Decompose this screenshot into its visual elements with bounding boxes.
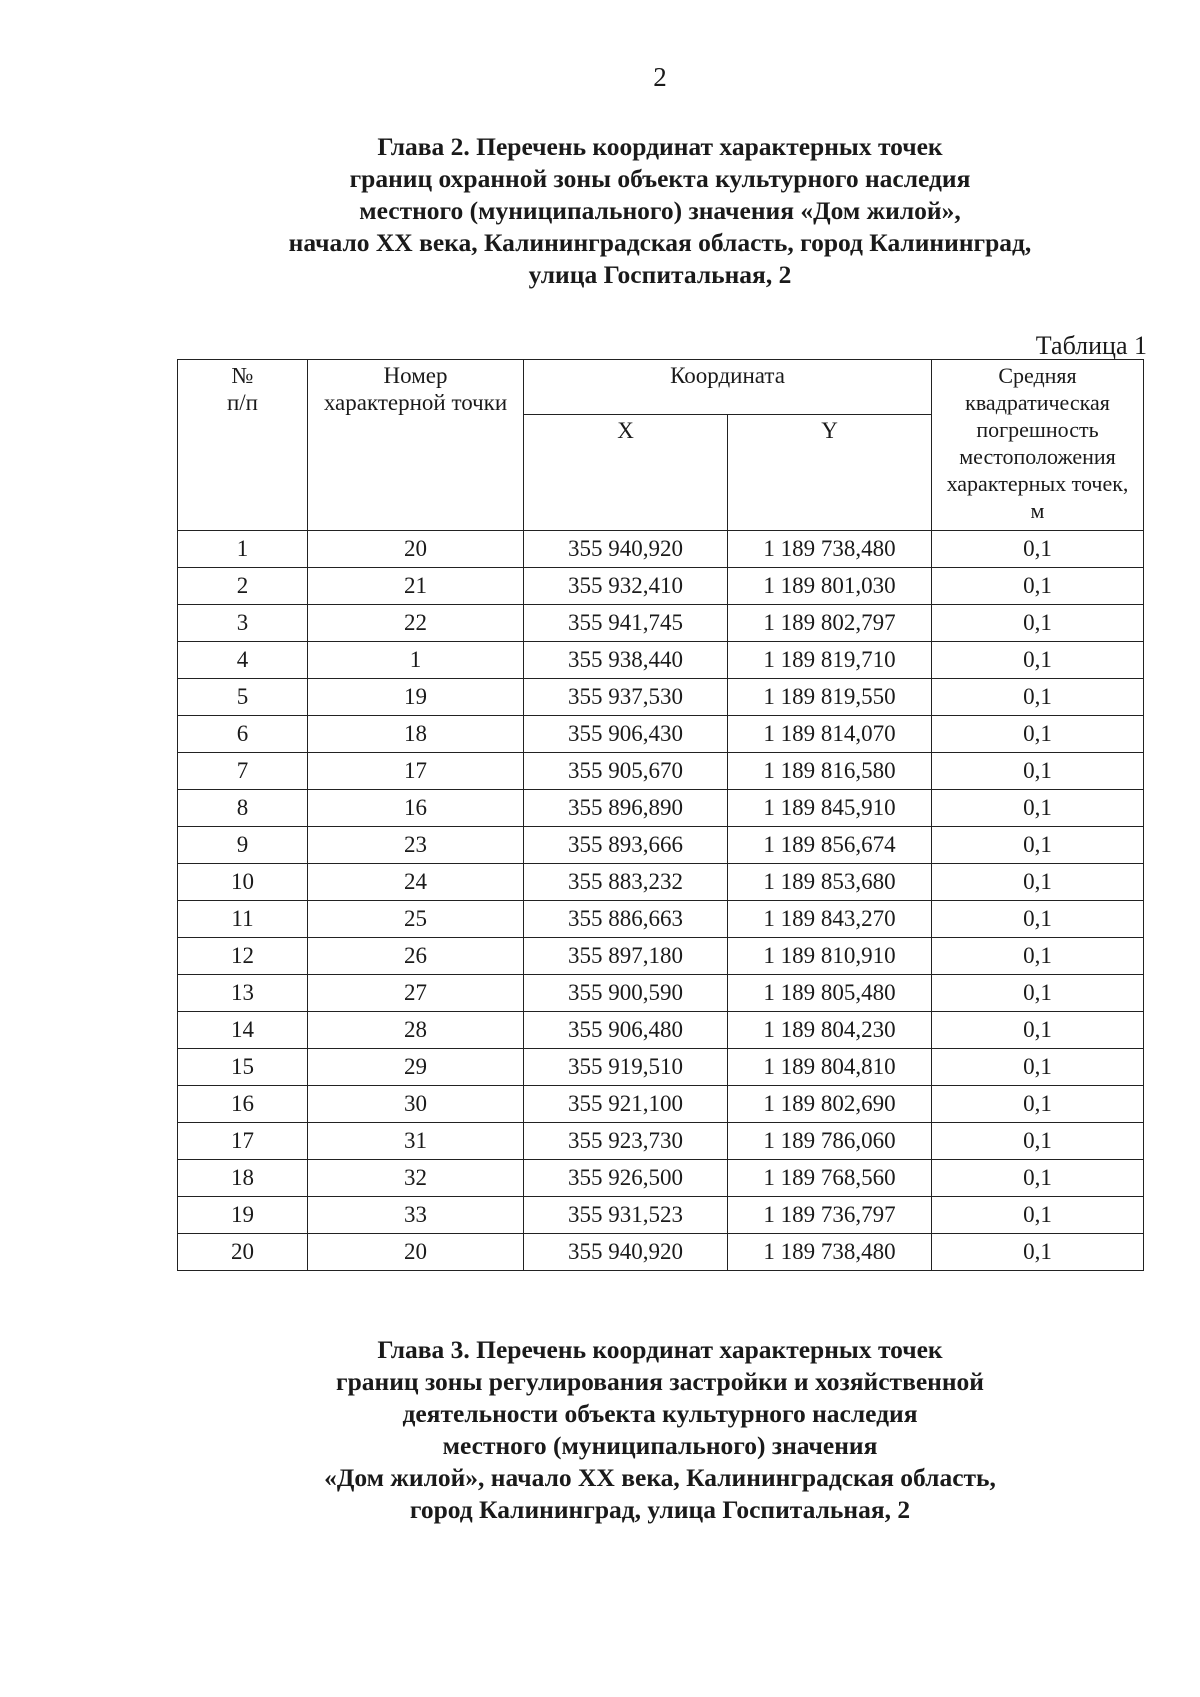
header-text: характерной точки — [323, 390, 508, 415]
header-text: № — [231, 363, 254, 388]
cell-x: 355 886,663 — [524, 901, 728, 938]
cell-y: 1 189 802,797 — [728, 605, 932, 642]
cell-y: 1 189 856,674 — [728, 827, 932, 864]
cell-error: 0,1 — [932, 605, 1144, 642]
cell-error: 0,1 — [932, 642, 1144, 679]
header-coordinate: Координата — [524, 360, 932, 415]
cell-x: 355 900,590 — [524, 975, 728, 1012]
cell-x: 355 932,410 — [524, 568, 728, 605]
cell-error: 0,1 — [932, 790, 1144, 827]
cell-error: 0,1 — [932, 938, 1144, 975]
coordinates-table — [177, 359, 1144, 1271]
header-error — [932, 360, 1144, 531]
cell-row-number: 10 — [178, 864, 308, 901]
cell-y: 1 189 853,680 — [728, 864, 932, 901]
page-number: 2 — [653, 62, 667, 92]
cell-error: 0,1 — [932, 531, 1144, 568]
cell-x: 355 926,500 — [524, 1160, 728, 1197]
cell-point-number: 29 — [308, 1049, 524, 1086]
cell-error: 0,1 — [932, 1086, 1144, 1123]
cell-row-number: 11 — [178, 901, 308, 938]
cell-y: 1 189 801,030 — [728, 568, 932, 605]
cell-row-number: 6 — [178, 716, 308, 753]
cell-error: 0,1 — [932, 864, 1144, 901]
cell-x: 355 897,180 — [524, 938, 728, 975]
cell-x: 355 893,666 — [524, 827, 728, 864]
cell-error: 0,1 — [932, 1160, 1144, 1197]
table-body — [178, 531, 1144, 1271]
cell-y: 1 189 786,060 — [728, 1123, 932, 1160]
cell-error: 0,1 — [932, 568, 1144, 605]
cell-y: 1 189 738,480 — [728, 531, 932, 568]
chapter-3-title-line: «Дом жилой», начало XX века, Калининградская область, — [324, 1463, 996, 1492]
cell-error: 0,1 — [932, 1012, 1144, 1049]
chapter-2-title-line: местного (муниципального) значения «Дом жилой», — [359, 196, 961, 225]
table-row — [178, 568, 1144, 605]
cell-y: 1 189 814,070 — [728, 716, 932, 753]
cell-point-number: 27 — [308, 975, 524, 1012]
cell-error: 0,1 — [932, 901, 1144, 938]
cell-point-number: 28 — [308, 1012, 524, 1049]
header-text: Номер — [383, 363, 448, 388]
cell-y: 1 189 819,710 — [728, 642, 932, 679]
cell-x: 355 937,530 — [524, 679, 728, 716]
cell-row-number: 7 — [178, 753, 308, 790]
chapter-3-title-line: местного (муниципального) значения — [442, 1431, 878, 1460]
table-row — [178, 531, 1144, 568]
cell-point-number: 22 — [308, 605, 524, 642]
cell-y: 1 189 843,270 — [728, 901, 932, 938]
cell-y: 1 189 738,480 — [728, 1234, 932, 1271]
cell-y: 1 189 810,910 — [728, 938, 932, 975]
cell-x: 355 940,920 — [524, 1234, 728, 1271]
table-row — [178, 1160, 1144, 1197]
cell-y: 1 189 819,550 — [728, 679, 932, 716]
header-text: квадратическая — [965, 390, 1110, 415]
header-text: погрешность — [976, 417, 1099, 442]
chapter-3-title-line: границ зоны регулирования застройки и хозяйственной — [336, 1367, 984, 1396]
cell-y: 1 189 816,580 — [728, 753, 932, 790]
chapter-3-title-line: город Калининград, улица Госпитальная, 2 — [409, 1495, 911, 1524]
table-row — [178, 975, 1144, 1012]
chapter-2-title-line: улица Госпитальная, 2 — [528, 260, 792, 289]
header-text: м — [1030, 498, 1045, 523]
cell-point-number: 30 — [308, 1086, 524, 1123]
cell-error: 0,1 — [932, 1197, 1144, 1234]
header-text: местоположения — [959, 444, 1116, 469]
cell-error: 0,1 — [932, 1049, 1144, 1086]
cell-error: 0,1 — [932, 753, 1144, 790]
cell-x: 355 923,730 — [524, 1123, 728, 1160]
cell-error: 0,1 — [932, 975, 1144, 1012]
cell-point-number: 21 — [308, 568, 524, 605]
cell-row-number: 13 — [178, 975, 308, 1012]
cell-point-number: 20 — [308, 1234, 524, 1271]
cell-row-number: 12 — [178, 938, 308, 975]
cell-row-number: 2 — [178, 568, 308, 605]
cell-x: 355 941,745 — [524, 605, 728, 642]
cell-row-number: 4 — [178, 642, 308, 679]
table-row — [178, 1086, 1144, 1123]
cell-point-number: 33 — [308, 1197, 524, 1234]
cell-point-number: 18 — [308, 716, 524, 753]
table-row — [178, 1123, 1144, 1160]
table-row — [178, 642, 1144, 679]
cell-point-number: 20 — [308, 531, 524, 568]
cell-x: 355 883,232 — [524, 864, 728, 901]
table-row — [178, 938, 1144, 975]
chapter-3-title-line: Глава 3. Перечень координат характерных точек — [377, 1335, 943, 1364]
table-row — [178, 1234, 1144, 1271]
chapter-3-title-line: деятельности объекта культурного наследия — [402, 1399, 918, 1428]
cell-point-number: 17 — [308, 753, 524, 790]
table-row — [178, 605, 1144, 642]
cell-row-number: 14 — [178, 1012, 308, 1049]
cell-x: 355 940,920 — [524, 531, 728, 568]
cell-x: 355 906,430 — [524, 716, 728, 753]
table-row — [178, 1197, 1144, 1234]
chapter-2-title-line: границ охранной зоны объекта культурного наследия — [349, 164, 971, 193]
cell-error: 0,1 — [932, 1123, 1144, 1160]
table-caption: Таблица 1 — [1035, 331, 1147, 360]
cell-error: 0,1 — [932, 679, 1144, 716]
cell-error: 0,1 — [932, 716, 1144, 753]
cell-row-number: 3 — [178, 605, 308, 642]
table-row — [178, 790, 1144, 827]
cell-point-number: 23 — [308, 827, 524, 864]
table-row — [178, 716, 1144, 753]
table-row — [178, 1012, 1144, 1049]
chapter-2-title — [190, 131, 1130, 291]
cell-x: 355 921,100 — [524, 1086, 728, 1123]
chapter-2-title-line: Глава 2. Перечень координат характерных точек — [377, 132, 943, 161]
cell-y: 1 189 768,560 — [728, 1160, 932, 1197]
cell-row-number: 5 — [178, 679, 308, 716]
chapter-2-title-line: начало XX века, Калининградская область, город Калининград, — [288, 228, 1032, 257]
header-x: X — [524, 415, 728, 531]
cell-row-number: 17 — [178, 1123, 308, 1160]
cell-y: 1 189 805,480 — [728, 975, 932, 1012]
cell-x: 355 905,670 — [524, 753, 728, 790]
cell-row-number: 8 — [178, 790, 308, 827]
cell-error: 0,1 — [932, 1234, 1144, 1271]
header-text: Средняя — [998, 363, 1077, 388]
cell-x: 355 896,890 — [524, 790, 728, 827]
cell-x: 355 938,440 — [524, 642, 728, 679]
cell-row-number: 16 — [178, 1086, 308, 1123]
cell-y: 1 189 804,230 — [728, 1012, 932, 1049]
cell-point-number: 16 — [308, 790, 524, 827]
cell-error: 0,1 — [932, 827, 1144, 864]
cell-y: 1 189 802,690 — [728, 1086, 932, 1123]
cell-point-number: 19 — [308, 679, 524, 716]
cell-row-number: 20 — [178, 1234, 308, 1271]
table-row — [178, 864, 1144, 901]
cell-row-number: 9 — [178, 827, 308, 864]
header-point-number — [308, 360, 524, 531]
cell-point-number: 26 — [308, 938, 524, 975]
table-row — [178, 901, 1144, 938]
cell-x: 355 919,510 — [524, 1049, 728, 1086]
header-text: характерных точек, — [946, 471, 1129, 496]
cell-row-number: 15 — [178, 1049, 308, 1086]
cell-row-number: 1 — [178, 531, 308, 568]
cell-point-number: 24 — [308, 864, 524, 901]
cell-point-number: 32 — [308, 1160, 524, 1197]
table-row — [178, 753, 1144, 790]
header-text: п/п — [226, 390, 258, 415]
cell-y: 1 189 736,797 — [728, 1197, 932, 1234]
cell-point-number: 25 — [308, 901, 524, 938]
table-row — [178, 679, 1144, 716]
header-row-number — [178, 360, 308, 531]
cell-point-number: 1 — [308, 642, 524, 679]
cell-y: 1 189 845,910 — [728, 790, 932, 827]
table-row — [178, 1049, 1144, 1086]
cell-point-number: 31 — [308, 1123, 524, 1160]
cell-x: 355 906,480 — [524, 1012, 728, 1049]
cell-y: 1 189 804,810 — [728, 1049, 932, 1086]
chapter-3-title — [190, 1334, 1130, 1526]
cell-row-number: 18 — [178, 1160, 308, 1197]
cell-x: 355 931,523 — [524, 1197, 728, 1234]
table-row — [178, 827, 1144, 864]
header-y: Y — [728, 415, 932, 531]
cell-row-number: 19 — [178, 1197, 308, 1234]
